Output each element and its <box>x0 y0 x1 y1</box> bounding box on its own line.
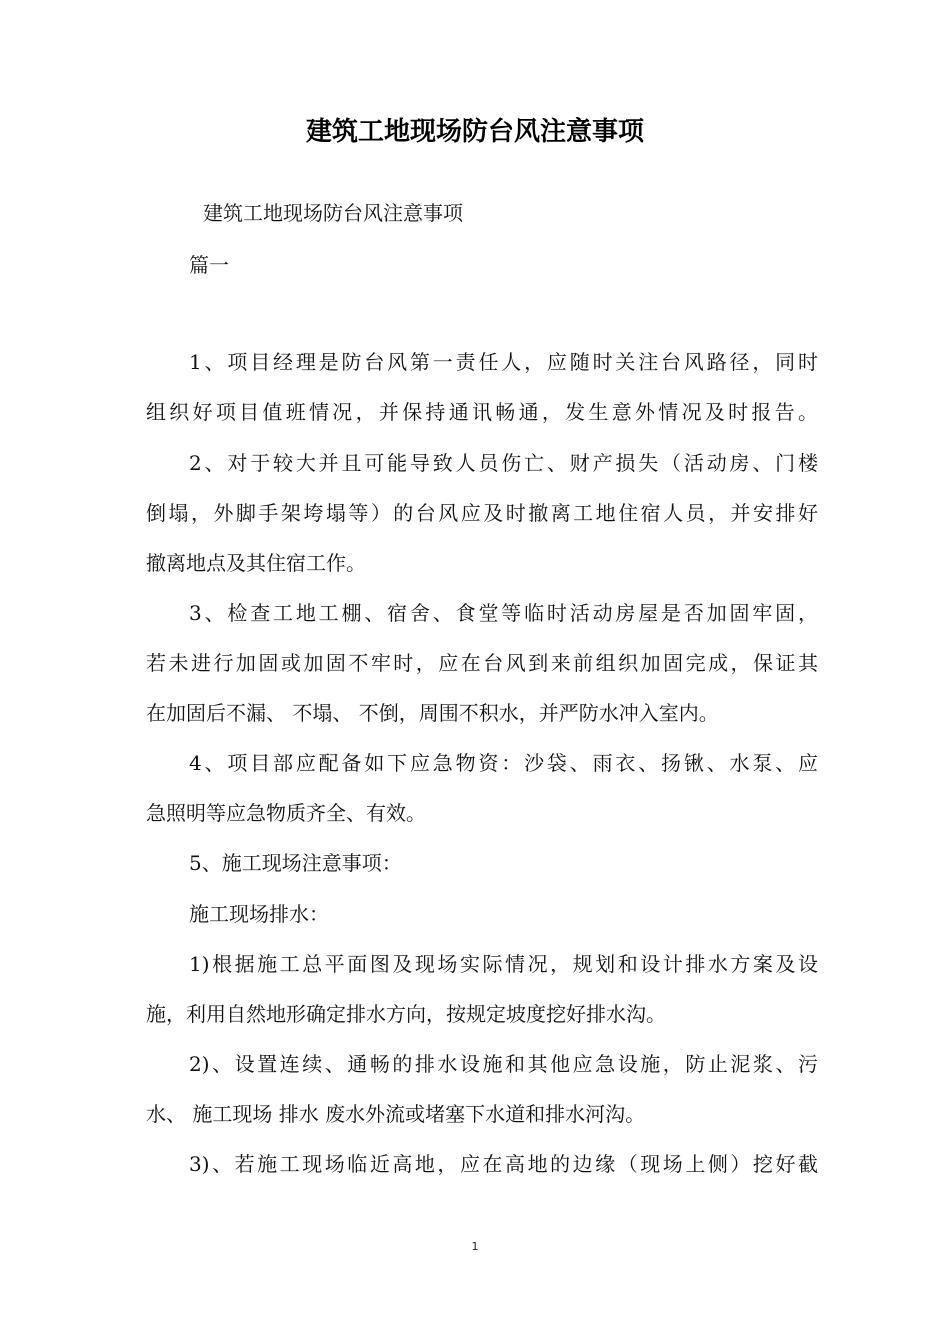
paragraph-line: 若未进行加固或加固不牢时，应在台风到来前组织加固完成，保证其 <box>146 651 818 675</box>
paragraph-line: 水、 施工现场 排水 废水外流或堵塞下水道和排水河沟。 <box>146 1102 646 1126</box>
paragraph-line: 撤离地点及其住宿工作。 <box>146 551 366 575</box>
paragraph-line: 3)、若施工现场临近高地，应在高地的边缘（现场上侧）挖好截 <box>189 1152 818 1176</box>
paragraph-line: 在加固后不漏、 不塌、 不倒，周围不积水，并严防水冲入室内。 <box>146 701 719 725</box>
paragraph-line: 倒塌，外脚手架垮塌等）的台风应及时撤离工地住宿人员，并安排好 <box>146 501 818 525</box>
paragraph-line: 组织好项目值班情况，并保持通讯畅通，发生意外情况及时报告。 <box>146 400 818 424</box>
document-title: 建筑工地现场防台风注意事项 <box>305 117 644 147</box>
paragraph-line: 3、检查工地工棚、宿舍、食堂等临时活动房屋是否加固牢固， <box>189 601 818 625</box>
paragraph-line: 施工现场排水： <box>189 902 329 926</box>
paragraph-line: 2)、设置连续、通畅的排水设施和其他应急设施，防止泥浆、污 <box>189 1052 818 1076</box>
page-number: 1 <box>471 1240 479 1253</box>
paragraph-line: 4、项目部应配备如下应急物资：沙袋、雨衣、扬锹、水泵、应 <box>189 751 818 775</box>
paragraph-line: 急照明等应急物质齐全、有效。 <box>146 801 426 825</box>
section-heading: 篇一 <box>189 253 229 277</box>
paragraph-line: 施，利用自然地形确定排水方向，按规定坡度挖好排水沟。 <box>146 1002 666 1026</box>
paragraph-line: 2、对于较大并且可能导致人员伤亡、财产损失（活动房、门楼 <box>189 451 818 475</box>
document-subtitle: 建筑工地现场防台风注意事项 <box>203 201 463 225</box>
paragraph-line: 1、项目经理是防台风第一责任人，应随时关注台风路径，同时 <box>189 350 818 374</box>
paragraph-line: 1)根据施工总平面图及现场实际情况，规划和设计排水方案及设 <box>189 952 818 976</box>
paragraph-line: 5、施工现场注意事项： <box>189 851 402 875</box>
